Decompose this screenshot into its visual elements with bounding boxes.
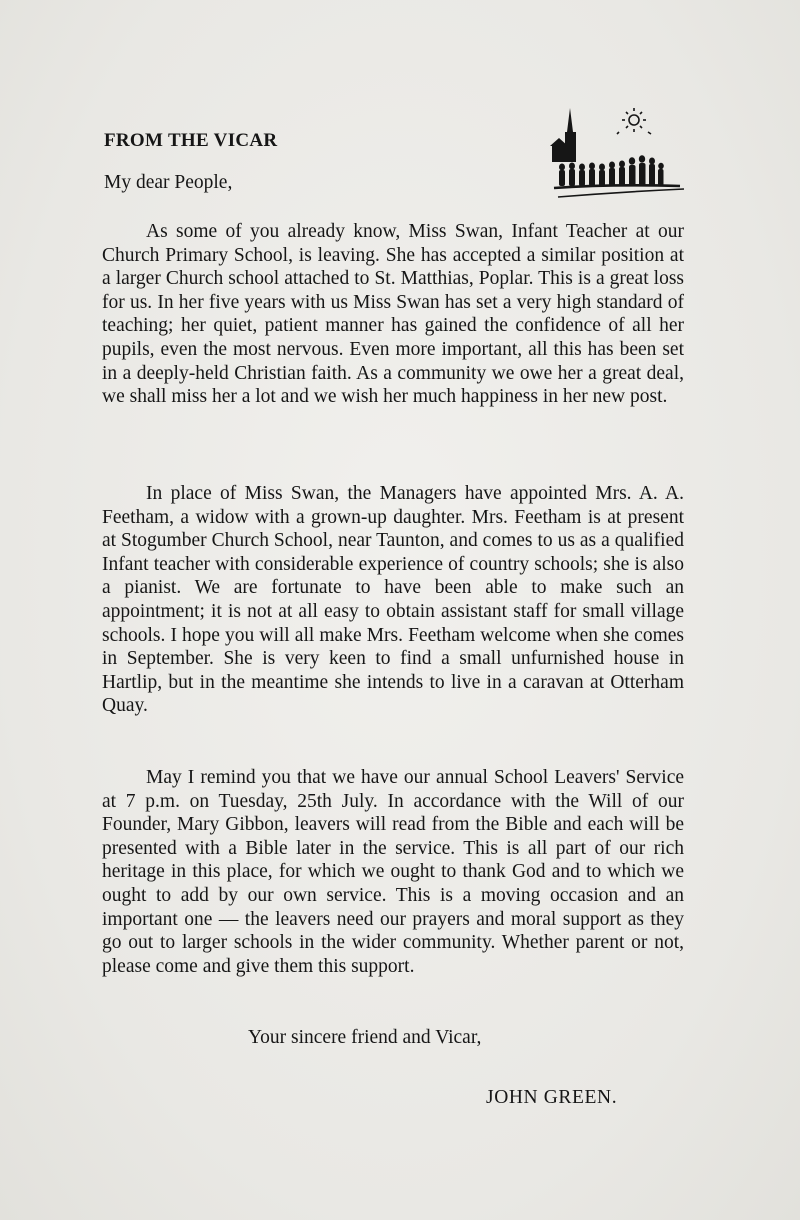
letter-salutation: My dear People, xyxy=(104,172,233,193)
letter-paragraph-1: As some of you already know, Miss Swan, Infant Teacher at our Church Primary School, is leaving. She has accepted a similar position at a larger Church school attached to St. Matthias, Poplar. This is a great loss for us. In her five years with us Miss Swan has set a very high standard of teaching; her quiet, patient manner has gained the confidence of all her pupils, even the most nervous. Even more important, all this has been set in a deeply-held Christian faith. As a community we owe her a great deal, we shall miss her a lot and we wish her much happiness in her new post. xyxy=(102,221,684,408)
letter-closing: Your sincere friend and Vicar, xyxy=(248,1027,482,1048)
letter-heading: FROM THE VICAR xyxy=(104,130,278,151)
letter-signature: JOHN GREEN. xyxy=(486,1087,618,1108)
letter-paragraph-3: May I remind you that we have our annual School Leavers' Service at 7 p.m. on Tuesday, 25th July. In accordance with the Will of our Founder, Mary Gibbon, leavers will read from the Bible and each will be presented with a Bible later in the service. This is all part of our rich heritage in this place, for which we ought to thank God and to which we ought to add by our own service. This is a moving occasion and an important one — the leavers need our prayers and moral support as they go out to larger schools in the wider community. Whether parent or not, please come and give them this support. xyxy=(102,767,684,977)
church-congregation-sun-icon xyxy=(540,100,690,210)
letter-paragraph-2: In place of Miss Swan, the Managers have appointed Mrs. A. A. Feetham, a widow with a grown-up daughter. Mrs. Feetham is at present at Stogumber Church School, near Taunton, and comes to us as a qualified Infant teacher with considerable experience of country schools; she is also a pianist. We are fortunate to have been able to make such an appointment; it is not at all easy to obtain assistant staff for small village schools. I hope you will all make Mrs. Feetham welcome when she comes in September. She is very keen to find a small unfurnished house in Hartlip, but in the meantime she intends to live in a caravan at Otterham Quay. xyxy=(102,483,684,717)
